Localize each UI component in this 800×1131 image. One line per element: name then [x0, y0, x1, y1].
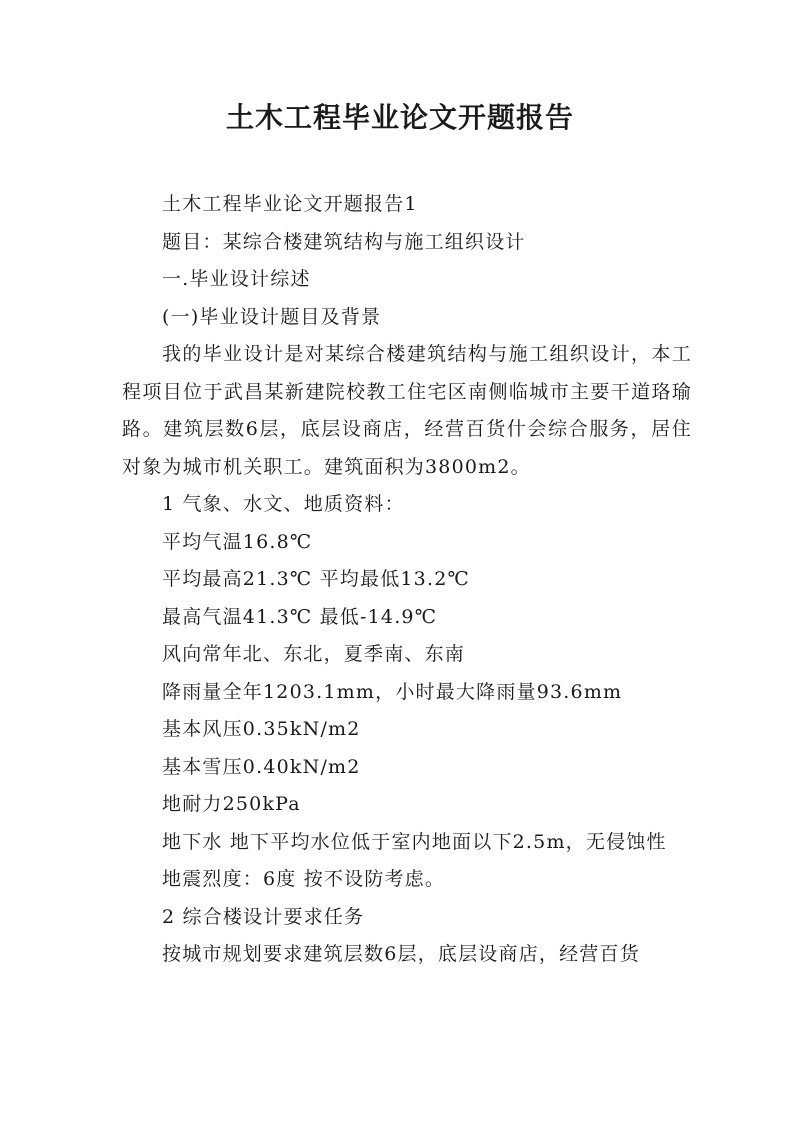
paragraph-climate-heading: 1 气象、水文、地质资料： — [162, 493, 405, 515]
paragraph-seismic-intensity: 地震烈度：6度 按不设防考虑。 — [162, 868, 446, 890]
document-title: 土木工程毕业论文开题报告 — [225, 101, 574, 134]
paragraph-snow-pressure: 基本雪压0.40kN/m2 — [162, 755, 361, 778]
document-body — [122, 186, 692, 974]
paragraph-design-requirements: 按城市规划要求建筑层数6层，底层设商店，经营百货 — [162, 943, 640, 965]
paragraph-design-task-heading: 2 综合楼设计要求任务 — [162, 905, 365, 928]
paragraph-section-overview: 一.毕业设计综述 — [162, 268, 311, 290]
paragraph-average-temperature: 平均气温16.8℃ — [162, 530, 313, 553]
paragraph-subsection-background: (一)毕业设计题目及背景 — [162, 305, 382, 328]
paragraph-wind-pressure: 基本风压0.35kN/m2 — [162, 718, 361, 740]
paragraph-groundwater: 地下水 地下平均水位低于室内地面以下2.5m，无侵蚀性 — [162, 830, 667, 853]
paragraph-rainfall: 降雨量全年1203.1mm，小时最大降雨量93.6mm — [162, 680, 623, 703]
paragraph-extreme-temperature: 最高气温41.3℃ 最低-14.9℃ — [162, 605, 438, 628]
paragraph-report-heading: 土木工程毕业论文开题报告1 — [162, 193, 418, 215]
paragraph-bearing-capacity: 地耐力250kPa — [162, 793, 301, 815]
paragraph-topic: 题目：某综合楼建筑结构与施工组织设计 — [162, 230, 526, 253]
paragraph-wind-direction: 风向常年北、东北，夏季南、东南 — [162, 643, 466, 665]
paragraph-average-high-low: 平均最高21.3℃ 平均最低13.2℃ — [162, 568, 470, 590]
paragraph-project-description: 我的毕业设计是对某综合楼建筑结构与施工组织设计，本工程项目位于武昌某新建院校教工住宅区南侧临城市主要干道珞瑜路。建筑层数6层，底层设商店，经营百货什会综合服务，居住对象为城市机关职工。建筑面积为3800m2。 — [122, 343, 692, 478]
